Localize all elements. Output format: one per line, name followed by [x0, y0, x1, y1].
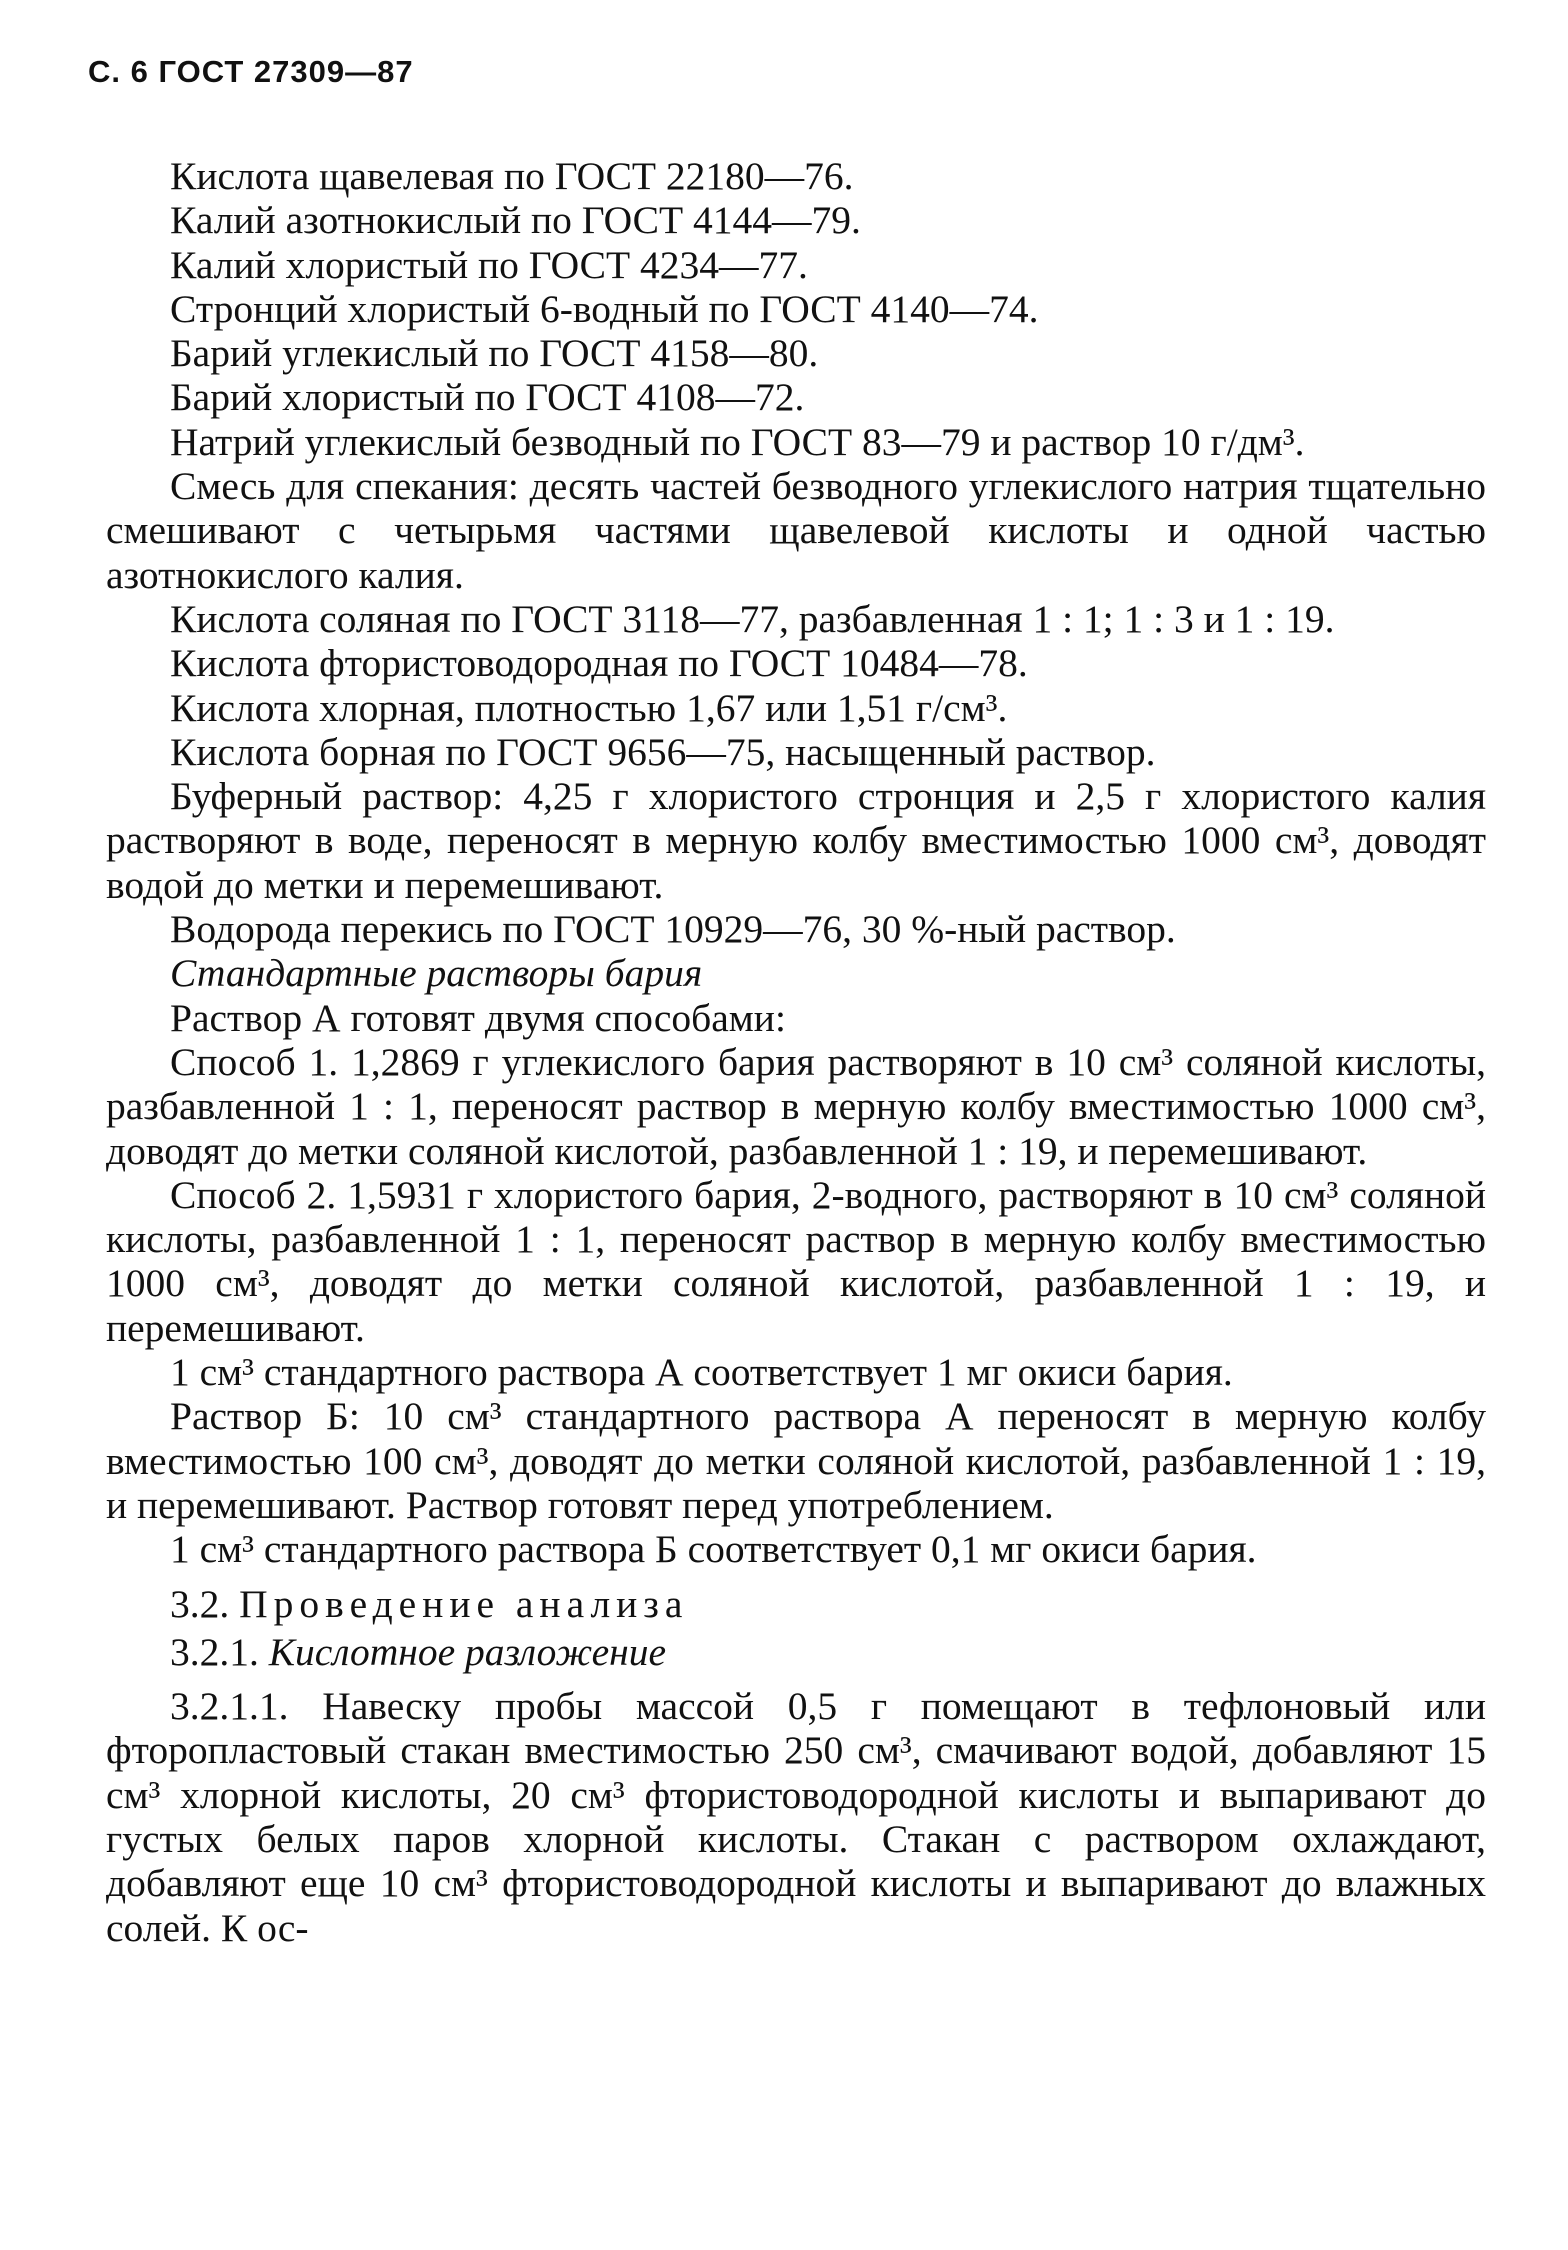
reagent-item: Барий углекислый по ГОСТ 4158—80. — [170, 331, 819, 376]
reagent-item: Калий хлористый по ГОСТ 4234—77. — [170, 242, 808, 287]
reagent-item: Кислота хлорная, плотностью 1,67 или 1,51 г/см³. — [170, 685, 1008, 730]
solution-paragraph: 1 см³ стандартного раствора А соответствует 1 мг окиси бария. — [170, 1350, 1233, 1395]
reagent-item: Кислота борная по ГОСТ 9656—75, насыщенный раствор. — [170, 729, 1156, 774]
solution-paragraph: Раствор Б: 10 см³ стандартного раствора А переносят в мерную колбу вместимостью 100 см³, доводят до метки соляной кислотой, разбавленной 1 : 19, и перемешивают. Раствор готовят перед употреблением. — [106, 1394, 1486, 1527]
reagent-item: Барий хлористый по ГОСТ 4108—72. — [170, 375, 805, 420]
reagent-item: Кислота фтористоводородная по ГОСТ 10484—78. — [170, 641, 1028, 686]
reagent-item: Натрий углекислый безводный по ГОСТ 83—79 и раствор 10 г/дм³. — [170, 419, 1305, 464]
subsection-title: Кислотное разложение — [268, 1629, 667, 1674]
subsection-heading — [106, 1630, 1486, 1674]
solution-paragraph: Способ 1. 1,2869 г углекислого бария растворяют в 10 см³ соляной кислоты, разбавленной 1 : 1, переносят раствор в мерную колбу вместимостью 1000 см³, доводят до метки соляной кислотой, разбавленной 1 : 19, и перемешивают. — [106, 1039, 1486, 1173]
reagent-item: Водорода перекись по ГОСТ 10929—76, 30 %-ный раствор. — [170, 907, 1176, 952]
standard-solutions-heading: Стандартные растворы бария — [170, 951, 703, 996]
reagent-item: Кислота щавелевая по ГОСТ 22180—76. — [170, 154, 854, 198]
page-header: С. 6 ГОСТ 27309—87 — [88, 54, 414, 89]
reagent-item: Калий азотнокислый по ГОСТ 4144—79. — [170, 198, 861, 243]
solution-paragraph: Раствор А готовят двумя способами: — [170, 995, 786, 1040]
solution-paragraph: 1 см³ стандартного раствора Б соответствует 0,1 мг окиси бария. — [170, 1527, 1257, 1572]
reagent-item: Стронций хлористый 6-водный по ГОСТ 4140—74. — [170, 286, 1039, 331]
reagent-item: Смесь для спекания: десять частей безводного углекислого натрия тщательно смешивают с четырьмя частями щавелевой кислоты и одной частью азотнокислого калия. — [106, 464, 1486, 597]
solution-paragraph: Способ 2. 1,5931 г хлористого бария, 2-водного, растворяют в 10 см³ соляной кислоты, разбавленной 1 : 1, переносят раствор в мерную колбу вместимостью 1000 см³, доводят до метки соляной кислотой, разбавленной 1 : 19, и перемешивают. — [106, 1172, 1486, 1350]
reagent-item: Кислота соляная по ГОСТ 3118—77, разбавленная 1 : 1; 1 : 3 и 1 : 19. — [170, 596, 1335, 641]
reagent-item: Буферный раствор: 4,25 г хлористого стронция и 2,5 г хлористого калия растворяют в воде, переносят в мерную колбу вместимостью 1000 см³, доводят водой до метки и перемешивают. — [106, 774, 1486, 907]
subsection-number: 3.2.1. — [170, 1629, 259, 1674]
section-heading — [106, 1582, 1486, 1626]
section-number: 3.2. — [170, 1581, 230, 1626]
procedure-paragraph: 3.2.1.1. Навеску пробы массой 0,5 г помещают в тефлоновый или фторопластовый стакан вместимостью 250 см³, смачивают водой, добавляют 15 см³ хлорной кислоты, 20 см³ фтористоводородной кислоты и выпаривают до густых белых паров хлорной кислоты. Стакан с раствором охлаждают, добавляют еще 10 см³ фтористоводородной кислоты и выпаривают до влажных солей. К ос- — [106, 1684, 1486, 1950]
section-title: Проведение анализа — [239, 1581, 689, 1626]
page-body — [106, 154, 1486, 1950]
